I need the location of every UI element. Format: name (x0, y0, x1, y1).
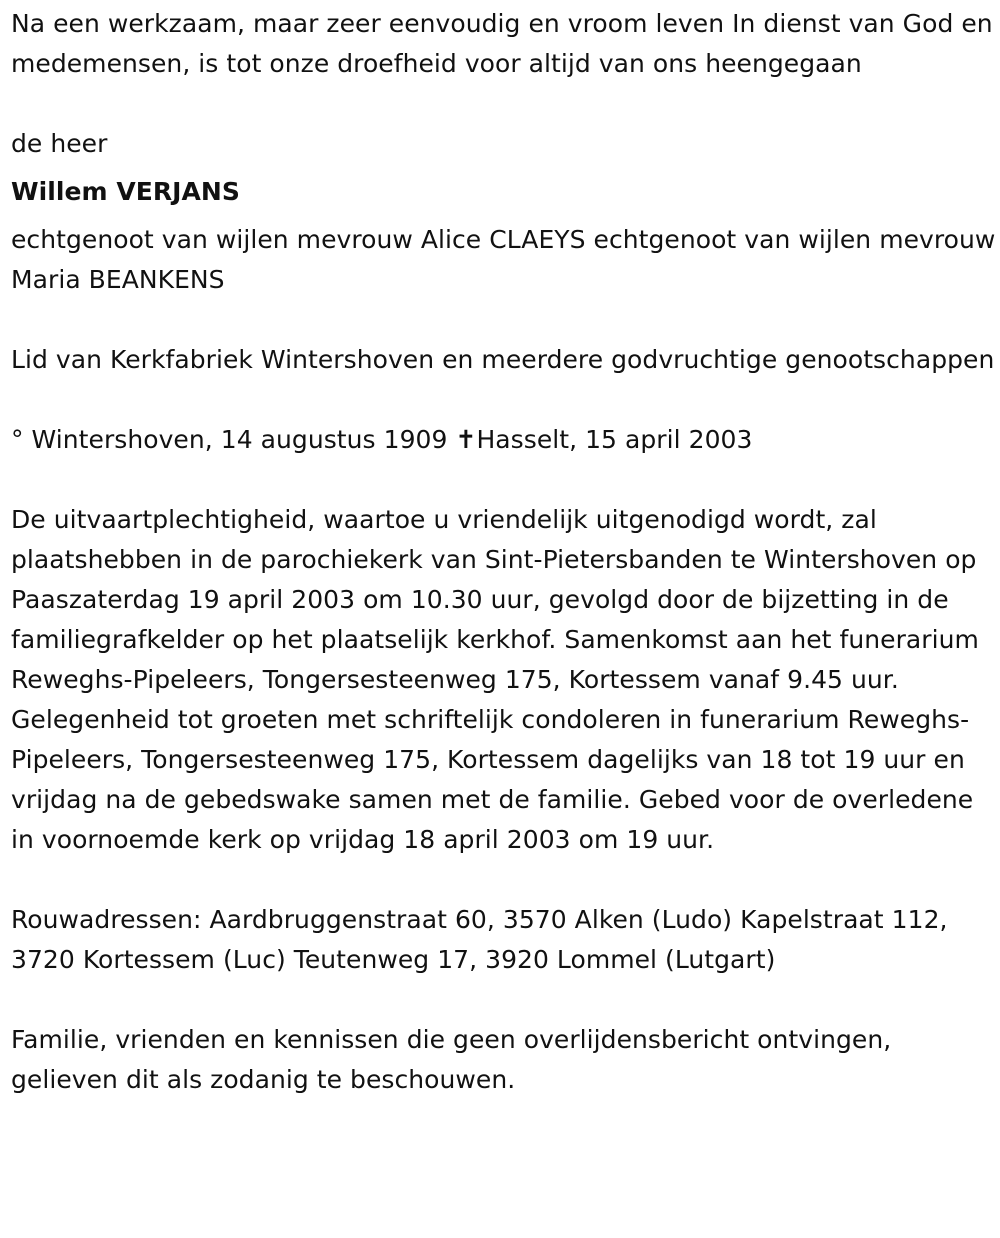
deceased-name: Willem VERJANS (11, 177, 240, 206)
life-dates (11, 420, 996, 460)
membership-text: Lid van Kerkfabriek Wintershoven en meerdere godvruchtige genootschappen (11, 345, 995, 374)
spouse-text: echtgenoot van wijlen mevrouw Alice CLAEYS echtgenoot van wijlen mevrouw Maria BEANKENS (11, 225, 996, 294)
birth-date: ° Wintershoven, 14 augustus 1909 (11, 425, 456, 454)
obituary-notice (11, 4, 996, 1100)
intro-text: Na een werkzaam, maar zeer eenvoudig en vroom leven In dienst van God en medemensen, is tot onze droefheid voor altijd van ons heengegaan (11, 9, 993, 78)
salutation: de heer (11, 129, 108, 158)
funeral-details: De uitvaartplechtigheid, waartoe u vriendelijk uitgenodigd wordt, zal plaatshebben in de parochiekerk van Sint-Pietersbanden te Wintershoven op Paaszaterdag 19 april 2003 om 10.30 uur, gevolgd door de bijzetting in de familiegrafkelder op het plaatselijk kerkhof. Samenkomst aan het funerarium Reweghs-Pipeleers, Tongersesteenweg 175, Kortessem vanaf 9.45 uur. Gelegenheid tot groeten met schriftelijk condoleren in funerarium Reweghs-Pipeleers, Tongersesteenweg 175, Kortessem dagelijks van 18 tot 19 uur en vrijdag na de gebedswake samen met de familie. Gebed voor de overledene in voornoemde kerk op vrijdag 18 april 2003 om 19 uur. (11, 505, 979, 854)
cross-icon: ✝ (455, 425, 477, 454)
closing-text: Familie, vrienden en kennissen die geen overlijdensbericht ontvingen, gelieven dit als zodanig te beschouwen. (11, 1025, 892, 1094)
death-date: Hasselt, 15 april 2003 (476, 425, 753, 454)
condolence-addresses: Rouwadressen: Aardbruggenstraat 60, 3570 Alken (Ludo) Kapelstraat 112, 3720 Kortessem (Luc) Teutenweg 17, 3920 Lommel (Lutgart) (11, 905, 948, 974)
